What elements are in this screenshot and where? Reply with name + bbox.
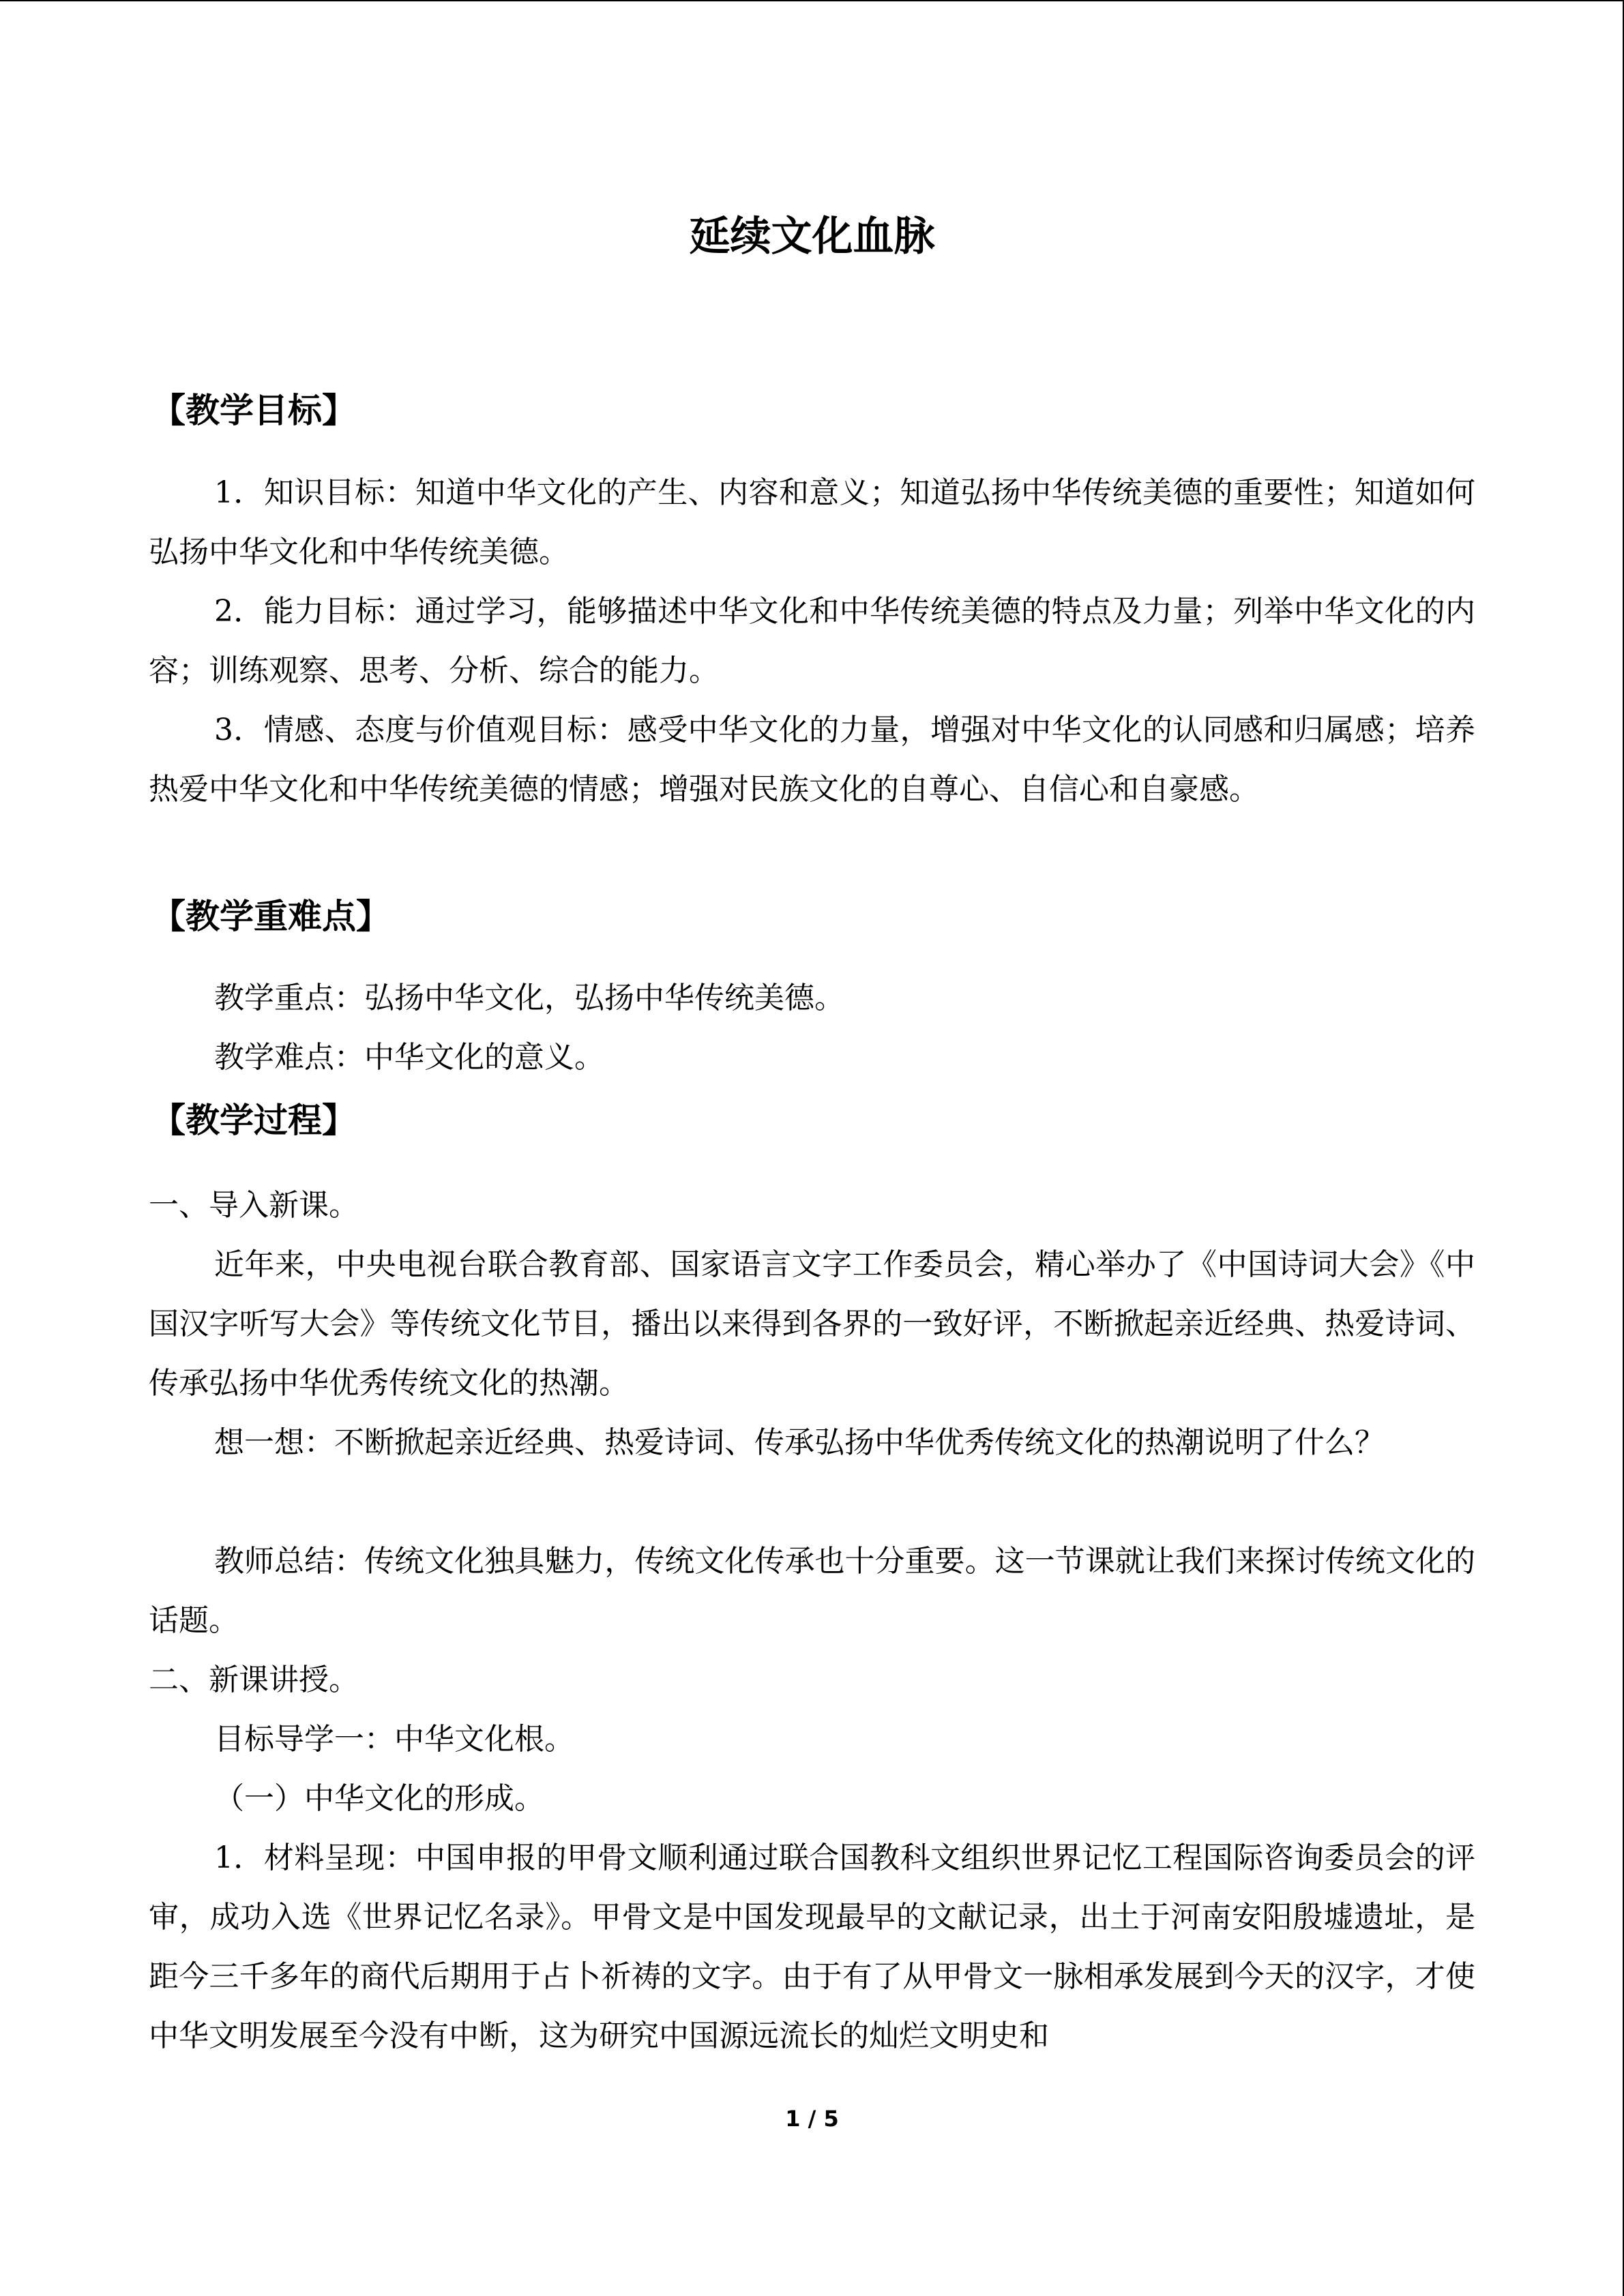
objectives-heading: 【教学目标】 bbox=[151, 391, 356, 430]
teaching-focus: 教学重点：弘扬中华文化，弘扬中华传统美德。 bbox=[214, 981, 844, 1015]
think-question: 想一想：不断掀起亲近经典、热爱诗词、传承弘扬中华优秀传统文化的热潮说明了什么？ bbox=[214, 1425, 1385, 1460]
page-number: 1 / 5 bbox=[785, 2106, 839, 2132]
objective-item-1: 1．知识目标：知道中华文化的产生、内容和意义；知道弘扬中华传统美德的重要性；知道如何弘扬中华文化和中华传统美德。 bbox=[149, 475, 1475, 569]
new-lesson-heading: 二、新课讲授。 bbox=[149, 1663, 359, 1697]
process-heading: 【教学过程】 bbox=[151, 1101, 356, 1140]
teaching-difficulty: 教学难点：中华文化的意义。 bbox=[214, 1040, 604, 1075]
goal-one: 目标导学一：中华文化根。 bbox=[214, 1722, 574, 1757]
intro-heading: 一、导入新课。 bbox=[149, 1188, 359, 1223]
key-points-heading: 【教学重难点】 bbox=[151, 897, 390, 936]
teacher-summary: 教师总结：传统文化独具魅力，传统文化传承也十分重要。这一节课就让我们来探讨传统文化的话题。 bbox=[149, 1544, 1475, 1638]
sub-section-one: （一）中华文化的形成。 bbox=[214, 1781, 544, 1816]
intro-text: 近年来，中央电视台联合教育部、国家语言文字工作委员会，精心举办了《中国诗词大会》《中国汉字听写大会》等传统文化节目，播出以来得到各界的一致好评，不断掀起亲近经典、热爱诗词、传承弘扬中华优秀传统文化的热潮。 bbox=[149, 1247, 1475, 1401]
objective-item-3: 3．情感、态度与价值观目标：感受中华文化的力量，增强对中华文化的认同感和归属感；培养热爱中华文化和中华传统美德的情感；增强对民族文化的自尊心、自信心和自豪感。 bbox=[149, 713, 1475, 807]
document-title: 延续文化血脉 bbox=[689, 213, 935, 260]
material-one: 1．材料呈现：中国申报的甲骨文顺利通过联合国教科文组织世界记忆工程国际咨询委员会的评审，成功入选《世界记忆名录》。甲骨文是中国发现最早的文献记录，出土于河南安阳殷墟遗址，是距今三千多年的商代后期用于占卜祈祷的文字。由于有了从甲骨文一脉相承发展到今天的汉字，才使中华文明发展至今没有中断，这为研究中国源远流长的灿烂文明史和 bbox=[149, 1840, 1475, 2053]
objective-item-2: 2．能力目标：通过学习，能够描述中华文化和中华传统美德的特点及力量；列举中华文化的内容；训练观察、思考、分析、综合的能力。 bbox=[149, 594, 1475, 688]
